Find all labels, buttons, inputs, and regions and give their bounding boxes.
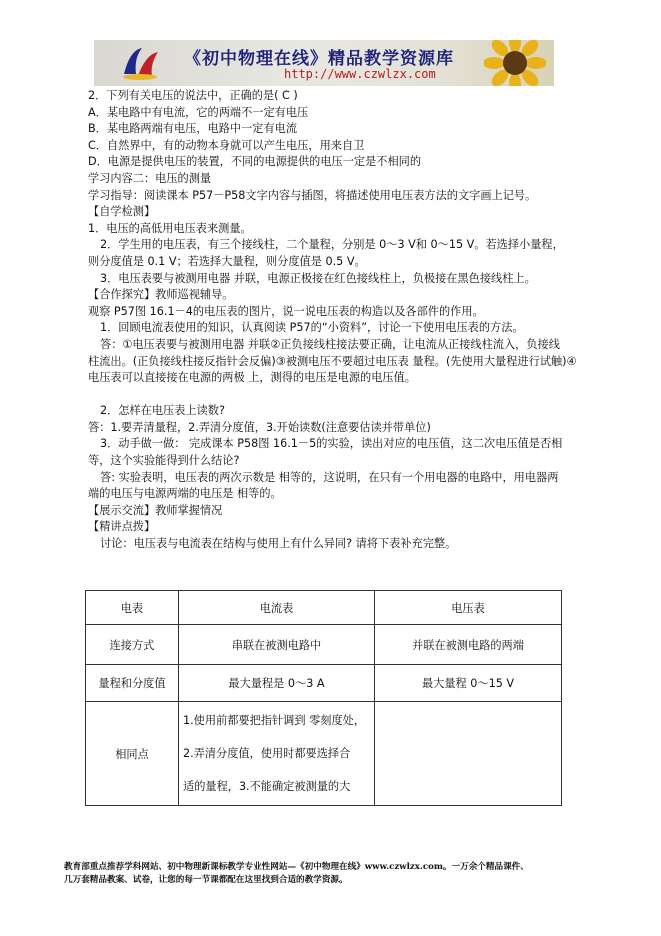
- table-cell: 串联在被测电路中: [179, 625, 375, 665]
- text-line: 3．电压表要与被测用电器 并联，电源正极接在红色接线柱上，负极接在黑色接线柱上。: [100, 271, 536, 285]
- table-row: [86, 665, 562, 702]
- text-line: 学习指导：阅读课本 P57－P58文字内容与插图，将描述使用电压表方法的文字画上记号。: [88, 188, 537, 202]
- text-line: 电压表可以直接接在电源的两极 上，测得的电压是电源的电压值。: [88, 371, 416, 385]
- blank-line: [88, 387, 570, 404]
- text-line: 答：1.要弄清量程，2.弄清分度值，3.开始读数(注意要估读并带单位): [88, 420, 431, 434]
- comparison-table: [85, 590, 562, 806]
- table-cell: 最大量程 0～15 V: [375, 665, 562, 702]
- text-line: 2．怎样在电压表上读数?: [100, 404, 225, 418]
- text-line: 等，这个实验能得到什么结论?: [88, 454, 240, 468]
- text-line: D．电源是提供电压的装置，不同的电源提供的电压一定是不相同的: [88, 155, 422, 169]
- table-header-cell: 电压表: [375, 591, 562, 625]
- header-banner: [94, 40, 554, 86]
- table-cell: 连接方式: [86, 625, 179, 665]
- section-tag: 【精讲点拨】: [88, 520, 156, 534]
- site-logo: [120, 44, 160, 82]
- text-line: 柱流出。(正负接线柱接反指针会反偏)③被测电压不要超过电压表 量程。(先使用大量程进行试触)④: [88, 354, 577, 368]
- text-line: 2．学生用的电压表，有三个接线柱，二个量程，分别是 0～3 V和 0～15 V。若选择小量程，: [100, 238, 564, 252]
- text-line: 讨论：电压表与电流表在结构与使用上有什么异同? 请将下表补充完整。: [100, 537, 457, 551]
- text-line: B．某电路两端有电压，电路中一定有电流: [88, 122, 298, 136]
- table-cell: 并联在被测电路的两端: [375, 625, 562, 665]
- table-cell: [375, 702, 562, 806]
- banner-title: 《初中物理在线》精品教学资源库: [184, 49, 454, 69]
- text-line: 观察 P57图 16.1－4的电压表的图片，说一说电压表的构造以及各部件的作用。: [88, 304, 484, 318]
- table-cell: 相同点: [86, 702, 179, 806]
- banner-url: http://www.czwlzx.com: [284, 67, 436, 81]
- table-cell: 最大量程是 0～3 A: [179, 665, 375, 702]
- text-line: 答：①电压表要与被测用电器 并联②正负接线柱接法要正确，让电流从正接线柱流入，负接线: [100, 337, 560, 351]
- footer-line: 教育部重点推荐学科网站、初中物理新课标教学专业性网站—《初中物理在线》www.czwlzx.com。一万余个精品课件、: [64, 862, 529, 872]
- text-line: C．自然界中，有的动物本身就可以产生电压，用来自卫: [88, 138, 365, 152]
- text-line: 端的电压与电源两端的电压是 相等的。: [88, 487, 282, 501]
- cell-line: 1.使用前都要把指针调到 零刻度处，: [183, 714, 366, 727]
- text-line: 1．电压的高低用电压表来测量。: [88, 221, 252, 235]
- table-cell-same-points: [179, 702, 375, 806]
- document-body: [88, 88, 577, 553]
- text-line: 3．动手做一做： 完成课本 P58图 16.1－5的实验，读出对应的电压值，这二次电压值是否相: [100, 437, 563, 451]
- table-cell: 量程和分度值: [86, 665, 179, 702]
- table-row: [86, 702, 562, 806]
- table-header-cell: 电表: [86, 591, 179, 625]
- table-header-row: [86, 591, 562, 625]
- sunflower-image: [484, 40, 546, 86]
- page-footer: [64, 861, 604, 887]
- table-header-cell: 电流表: [179, 591, 375, 625]
- text-line: 2．下列有关电压的说法中，正确的是( C ): [88, 89, 298, 102]
- footer-line: 几万套精品教案、试卷，让您的每一节课都配在这里找到合适的教学资源。: [64, 875, 348, 885]
- text-line: 则分度值是 0.1 V；若选择大量程，则分度值是 0.5 V。: [88, 254, 366, 268]
- text-line: 答: 实验表明，电压表的两次示数是 相等的，这说明，在只有一个用电器的电路中，用电器两: [100, 470, 559, 484]
- section-tag: 【合作探究】教师巡视辅导。: [88, 288, 234, 302]
- text-line: A．某电路中有电流，它的两端不一定有电压: [88, 105, 309, 119]
- cell-line: 适的量程，3.不能确定被测量的大: [183, 780, 351, 793]
- section-tag: 【自学检测】: [88, 205, 156, 219]
- table-row: [86, 625, 562, 665]
- cell-line: 2.弄清分度值，使用时都要选择合: [183, 747, 351, 760]
- text-line: 1．回顾电流表使用的知识，认真阅读 P57的“小资料”，讨论一下使用电压表的方法。: [100, 321, 524, 335]
- section-heading: 学习内容二：电压的测量: [88, 171, 212, 185]
- section-tag: 【展示交流】教师掌握情况: [88, 503, 223, 517]
